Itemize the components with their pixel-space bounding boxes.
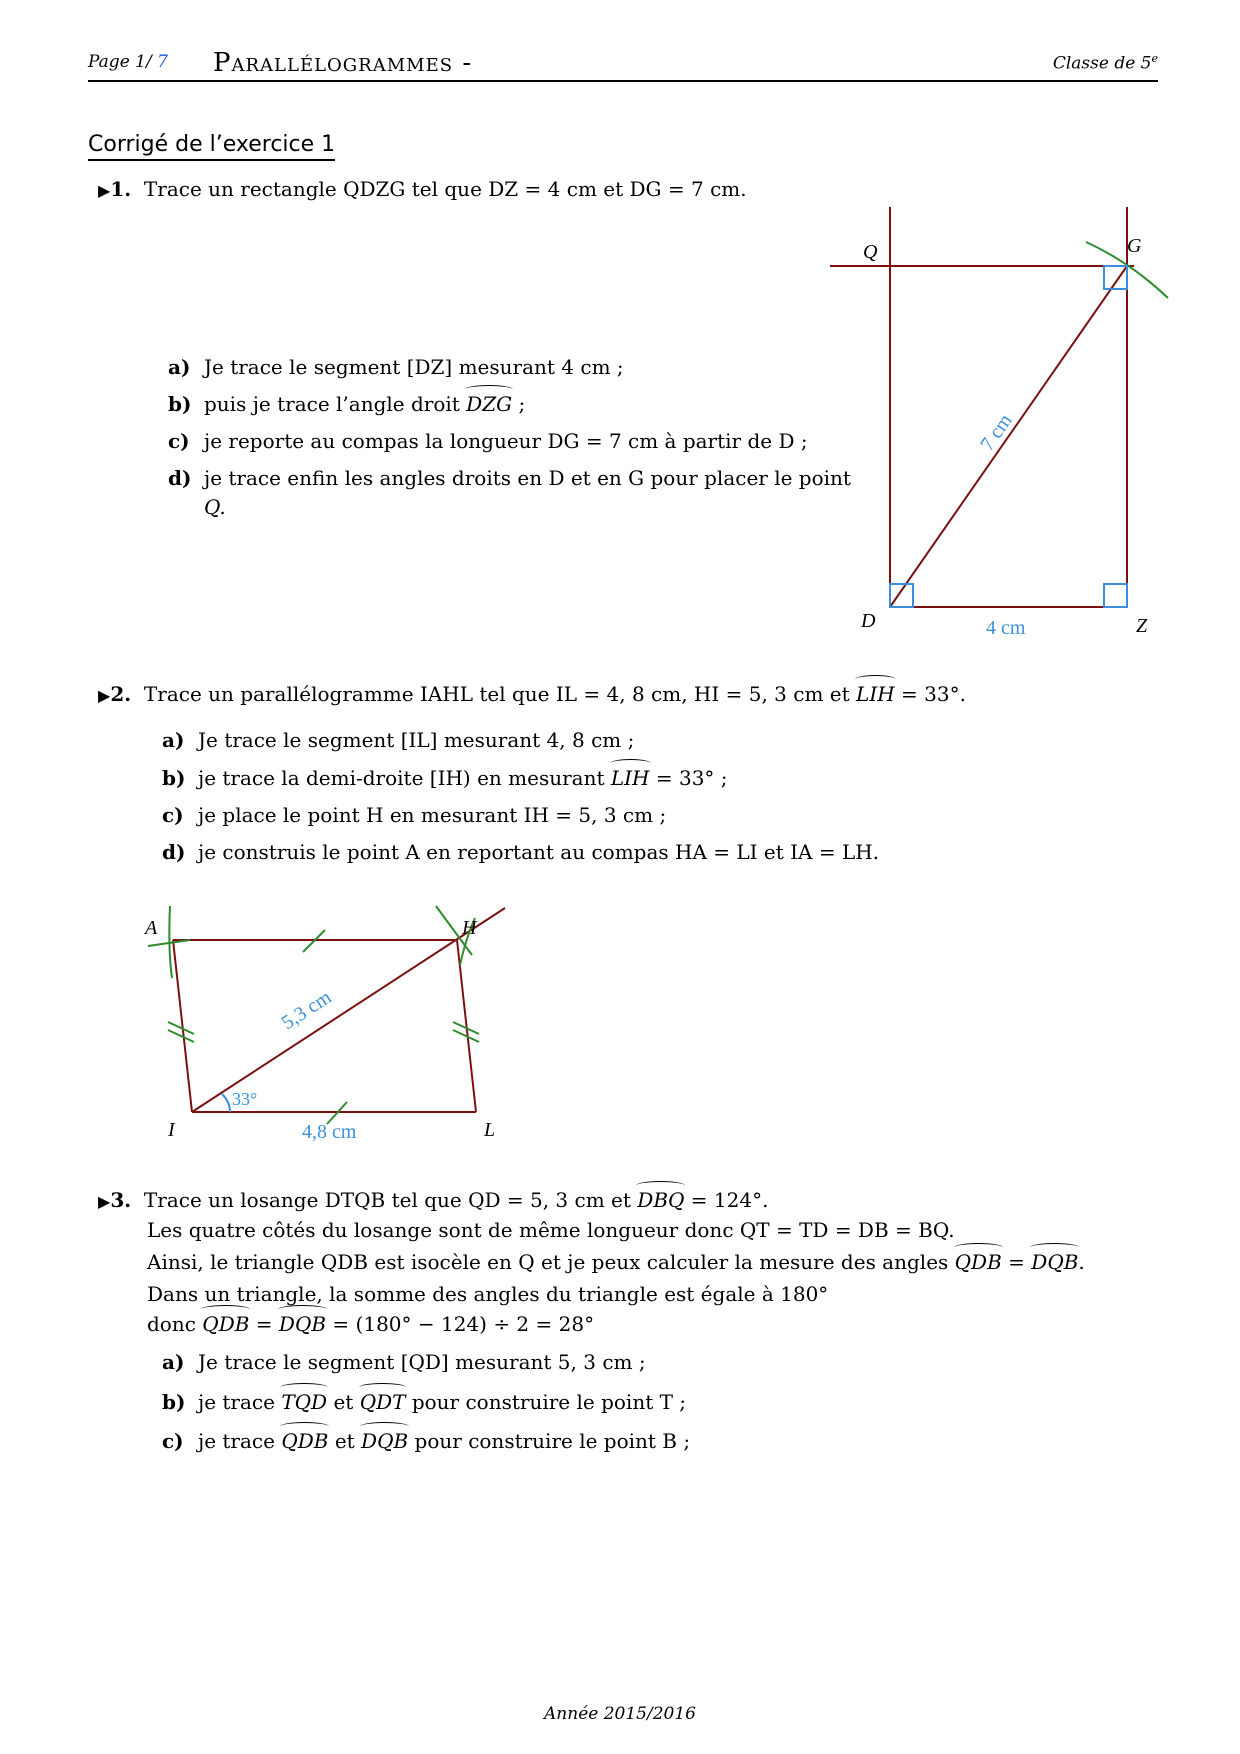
page-header (88, 44, 1158, 82)
q3-paragraph-3: Dans un triangle, la somme des angles du triangle est égale à 180° (147, 1282, 829, 1306)
point-h-label: H (462, 917, 477, 939)
point-d-label: D (861, 610, 876, 632)
q1-statement: ▶1. Trace un rectangle QDZG tel que DZ = 4 cm et DG = 7 cm. (98, 177, 747, 201)
q1-step-a: a) Je trace le segment [DZ] mesurant 4 cm ; (168, 355, 624, 379)
q2-statement: ▶2. Trace un parallélogramme IAHL tel que IL = 4, 8 cm, HI = 5, 3 cm et LIH = 33°. (98, 682, 966, 706)
angle-arc-icon (222, 1094, 230, 1112)
right-angle-icon (1104, 584, 1127, 607)
q1-step-b: b) puis je trace l’angle droit DZG ; (168, 392, 526, 416)
point-g-label: G (1127, 235, 1142, 257)
q1-step-d-cont: Q. (204, 495, 226, 519)
angle-33-label: 33° (232, 1089, 258, 1109)
q3-step-b: b) je trace TQD et QDT pour construire le point T ; (162, 1390, 687, 1414)
q2-step-b: b) je trace la demi-droite [IH) en mesurant LIH = 33° ; (162, 766, 728, 790)
page-footer: Année 2015/2016 (544, 1704, 696, 1724)
point-l-label: L (484, 1119, 496, 1141)
segment-dg (890, 266, 1127, 607)
q3-step-a: a) Je trace le segment [QD] mesurant 5, 3 cm ; (162, 1350, 646, 1374)
rectangle-figure (820, 200, 1180, 650)
section-title: Corrigé de l’exercice 1 (88, 132, 335, 161)
dg-length-label: 7 cm (976, 409, 1017, 455)
point-q-label: Q (863, 241, 878, 263)
page-number: Page 1/ 7 (88, 52, 168, 72)
q2-step-d: d) je construis le point A en reportant au compas HA = LI et IA = LH. (162, 840, 880, 864)
q3-statement: ▶3. Trace un losange DTQB tel que QD = 5, 3 cm et DBQ = 124°. (98, 1188, 769, 1212)
point-i-label: I (168, 1119, 175, 1141)
parallelogram-figure (140, 890, 520, 1160)
q3-paragraph-2: Ainsi, le triangle QDB est isocèle en Q et je peux calculer la mesure des angles QDB = DQB. (147, 1250, 1085, 1274)
class-label: Classe de 5e (1052, 52, 1158, 74)
ray-ih (192, 908, 505, 1112)
page-total-link[interactable]: 7 (157, 52, 168, 72)
triangle-bullet-icon: ▶ (98, 181, 111, 200)
q2-step-c: c) je place le point H en mesurant IH = 5, 3 cm ; (162, 803, 667, 827)
point-z-label: Z (1136, 615, 1148, 637)
ih-length-label: 5,3 cm (277, 986, 336, 1035)
document-title: Parallélogrammes - (213, 48, 473, 78)
triangle-bullet-icon: ▶ (98, 1192, 111, 1211)
q1-step-d: d) je trace enfin les angles droits en D et en G pour placer le point (168, 466, 851, 490)
q3-step-c: c) je trace QDB et DQB pour construire le point B ; (162, 1429, 691, 1453)
dz-length-label: 4 cm (986, 617, 1026, 639)
q3-paragraph-4: donc QDB = DQB = (180° − 124) ÷ 2 = 28° (147, 1312, 595, 1336)
triangle-bullet-icon: ▶ (98, 686, 111, 705)
q2-step-a: a) Je trace le segment [IL] mesurant 4, 8 cm ; (162, 728, 635, 752)
q3-paragraph-1: Les quatre côtés du losange sont de même longueur donc QT = TD = DB = BQ. (147, 1218, 955, 1242)
il-length-label: 4,8 cm (302, 1121, 357, 1143)
point-a-label: A (145, 917, 158, 939)
q1-step-c: c) je reporte au compas la longueur DG = 7 cm à partir de D ; (168, 429, 808, 453)
